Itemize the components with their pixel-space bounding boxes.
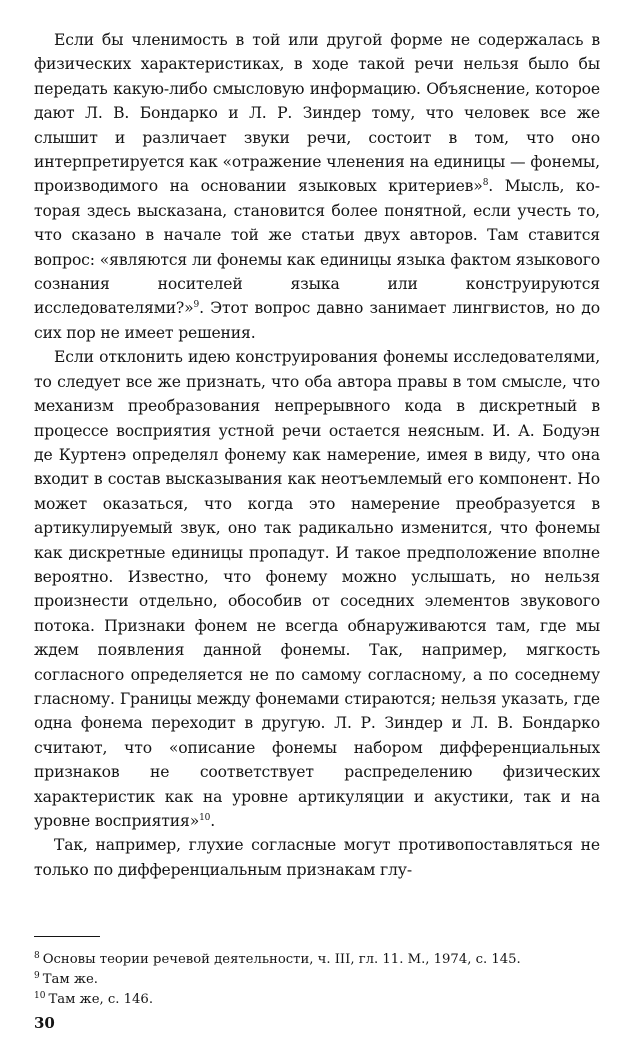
body-text [34,28,600,882]
footnote-ref-8: 8 [482,178,489,189]
footnote-divider [34,936,100,937]
paragraph-1: Если бы членимость в той или другой форме не содержалась в физических характеристиках, в ходе такой речи нельзя было бы передать какую-либо смысловую информацию. Объяснение, которое дают Л. В. Бондарко и Л. Р. Зиндер тому, что человек все же слышит и различает звуки речи, состоит в том, что оно интерпретируется как «отражение членения на единицы — фонемы, производимого на основании языковых критериев»$^8$. Мысль, которая здесь высказана, становится более понятной, если учесть то, что сказано в начале той же статьи двух авторов. Там ставится вопрос: «являются ли фонемы как единицы языка фактом языкового сознания носителей языка или конструируются исследователями?»$^9$. Этот вопрос давно занимает лингвистов, но до сих пор не имеет решения. [34,31,601,342]
footnote-10: $^{10}$ Там же, с. 146. [34,990,154,1007]
footnote-ref-9: 9 [193,300,200,311]
footnote-8: $^8$ Основы теории речевой деятельности, ч. III, гл. 11. М., 1974, с. 145. [34,950,521,967]
paragraph-2: Если отклонить идею конструирования фонемы исследователями, то следует все же признать, что оба автора правы в том смысле, что механизм преобразования непрерывного кода в дискретный в процессе восприятия устной речи остается неясным. И. А. Бодуэн де Куртенэ определял фонему как намерение, имея в виду, что она входит в состав высказывания как неотъемлемый его компонент. Но может оказаться, что когда это намерение преобразуется в артикулируемый звук, оно так радикально изменится, что фонемы как дискретные единицы пропадут. И такое предположение вполне вероятно. Известно, что фонему можно услышать, но нельзя произнести отдельно, обособив от соседних элементов звукового потока. Признаки фонем не всегда обнаруживаются там, где мы ждем появления данной фонемы. Так, например, мягкость согласного определяется не по самому согласному, а по соседнему гласному. Границы между фонемами стираются; нельзя указать, где одна фонема переходит в другую. Л. Р. Зиндер и Л. В. Бондарко считают, что «описание фонемы набором дифференциальных признаков не соответствует распределению физических характеристик как на уровне артикуляции и акустики, так и на уровне восприятия»$^{10}$. [34,348,600,830]
paragraph-3: Так, например, глухие согласные могут противопоставляться не только по дифференциальным признакам глу- [34,836,600,879]
footnote-ref-10: 10 [199,812,211,823]
footnotes [34,950,600,1010]
book-page [34,28,601,1032]
page-number: 30 [34,1014,55,1032]
footnote-9: $^9$ Там же. [34,970,98,987]
